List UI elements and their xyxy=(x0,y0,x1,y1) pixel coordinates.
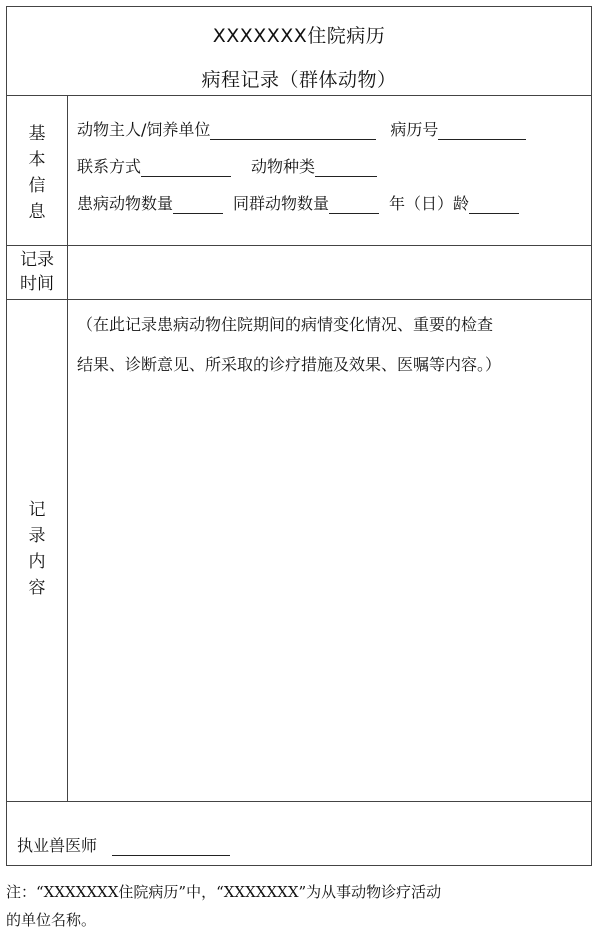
record-time-label: 记录 时间 xyxy=(20,250,54,294)
age-label: 年（日）龄 xyxy=(389,194,470,213)
record-time-field[interactable] xyxy=(68,246,591,298)
vet-signature-field[interactable] xyxy=(112,837,230,856)
herd-count-label: 同群动物数量 xyxy=(233,194,330,213)
basic-info-row-1 xyxy=(77,117,526,140)
record-no-label: 病历号 xyxy=(390,120,439,139)
divider-record-content xyxy=(7,801,591,802)
basic-info-label: 基 本 信 息 xyxy=(28,124,46,222)
sick-count-field[interactable] xyxy=(173,195,223,214)
vet-label: 执业兽医师 xyxy=(17,836,98,855)
contact-label: 联系方式 xyxy=(77,157,142,176)
species-label: 动物种类 xyxy=(251,157,316,176)
medical-record-form xyxy=(6,6,592,866)
basic-info-row-3 xyxy=(77,191,519,214)
sick-count-label: 患病动物数量 xyxy=(77,194,174,213)
vet-signature-row xyxy=(17,833,244,856)
contact-field[interactable] xyxy=(141,158,231,177)
owner-label: 动物主人/饲养单位 xyxy=(77,120,211,139)
owner-field[interactable] xyxy=(210,121,376,140)
divider-title xyxy=(7,95,591,96)
form-subtitle: 病程记录（群体动物） xyxy=(201,69,397,91)
record-content-label: 记 录 内 容 xyxy=(28,500,46,598)
herd-count-field[interactable] xyxy=(329,195,379,214)
record-content-field[interactable] xyxy=(68,387,591,799)
age-field[interactable] xyxy=(469,195,519,214)
record-content-instruction: （在此记录患病动物住院期间的病情变化情况、重要的检查 结果、诊断意见、所采取的诊疗措施及效果、医嘱等内容。） xyxy=(77,315,502,374)
footnote: 注：“XXXXXXX住院病历”中，“XXXXXXX”为从事动物诊疗活动 的单位名称。 xyxy=(6,883,442,929)
basic-info-row-2 xyxy=(77,154,377,177)
divider-record-time xyxy=(7,299,591,300)
record-no-field[interactable] xyxy=(438,121,526,140)
species-field[interactable] xyxy=(315,158,377,177)
form-title: XXXXXXX住院病历 xyxy=(212,25,386,47)
